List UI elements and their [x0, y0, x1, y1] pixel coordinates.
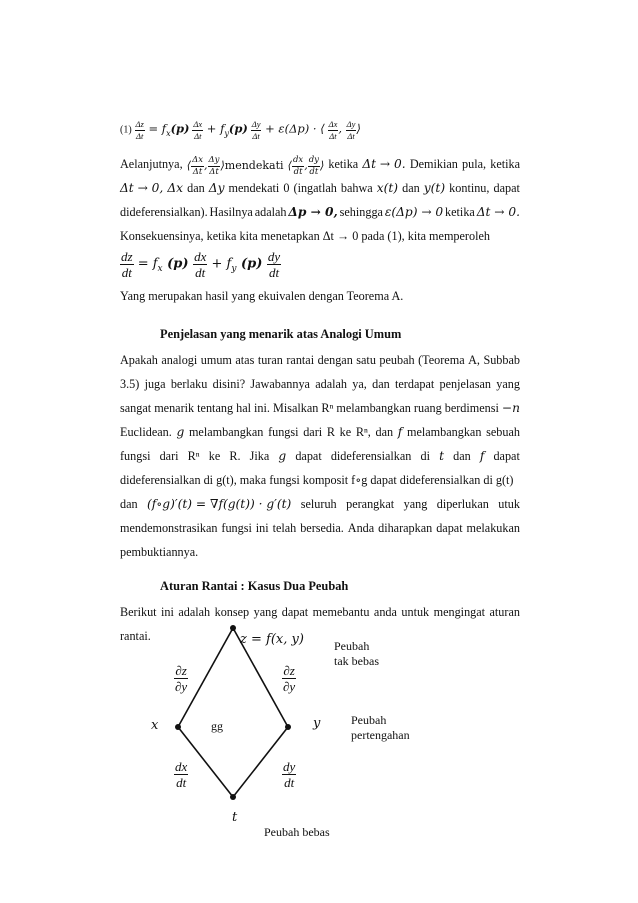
node-label-bottom: t	[232, 810, 238, 825]
word: hal	[236, 401, 251, 415]
word: Euclidean.	[120, 425, 172, 439]
word: ini	[161, 605, 174, 619]
node-label-top: z = f(x, y)	[240, 632, 304, 647]
fraction: $\frac{\Delta y}{\Delta t}$	[251, 119, 261, 141]
word: pembuktiannya.	[120, 545, 199, 559]
word: melambangkan	[336, 401, 411, 415]
word: sebuah	[486, 425, 520, 439]
word: Subbab	[483, 353, 520, 367]
word: dideferensialkan	[330, 449, 412, 463]
word: aturan	[489, 605, 520, 619]
word: g	[278, 449, 287, 463]
word: f	[479, 449, 485, 463]
text-line: Δt → 0, Δx dan Δy mendekati 0 (ingatlah bahwa x(t) dan y(t) kontinu, dapat	[120, 181, 520, 195]
word: t	[439, 449, 444, 463]
fraction: $\frac{\Delta x}{\Delta t}$	[193, 119, 203, 141]
word: yang	[496, 377, 520, 391]
word: 3.5)	[120, 377, 140, 391]
label-dependent-variable: Peubah tak bebas	[334, 639, 379, 668]
word: Jawabannya	[250, 377, 310, 391]
word: (Teorema	[418, 353, 465, 367]
word: anda	[373, 605, 397, 619]
word: yang	[253, 605, 278, 619]
edge-label-top-right: $\frac{\partial z}{\partial y}$	[283, 663, 296, 694]
fraction: $\frac{\Delta y}{\Delta t}$	[346, 119, 356, 141]
word: Jika	[249, 449, 270, 463]
edge-bottom-right	[233, 727, 288, 797]
word: adalah	[315, 377, 348, 391]
word: (f∘g)′(t) = ∇f(g(t)) · g′(t)	[147, 497, 292, 511]
word: menarik	[154, 401, 195, 415]
word: Misalkan	[273, 401, 319, 415]
word: rantai	[286, 353, 315, 367]
word: ya,	[352, 377, 367, 391]
word: memebantu	[312, 605, 370, 619]
text-line: Aelanjutnya, ⟨ $\frac{\Delta x}{\Delta t}$ , $\frac{\Delta y}{\Delta t}$ ⟩mendekati ⟨ $\frac{dx}{dt}$ , $\frac{dy}{dt}$ ⟩ ketika Δt → 0. Demikian pula, ketika	[120, 155, 520, 177]
word: Rⁿ	[187, 449, 200, 463]
word: juga	[144, 377, 166, 391]
word: bersedia.	[300, 521, 344, 535]
word: diharapkan	[378, 521, 433, 535]
word: perangkat	[346, 497, 395, 511]
word: dari	[159, 449, 179, 463]
word: ke	[339, 425, 352, 439]
equation-1: (1) $\frac{\Delta z}{\Delta t}$ = $f_x(p)$ $\frac{\Delta x}{\Delta t}$ + $f_y(p)$ $\frac{\Delta y}{\Delta t}$ + ε(Δp) · ⟨ $\frac{\Delta x}{\Delta t}$ , $\frac{\Delta y}{\Delta t}$ ⟩	[120, 119, 361, 141]
equation-2: $\frac{dz}{dt}$ = $f_x$ (p) $\frac{dx}{dt}$ + $f_y$ (p) $\frac{dy}{dt}$	[121, 249, 281, 280]
word: dan	[453, 449, 471, 463]
word: atas	[235, 353, 255, 367]
word: dapat	[295, 449, 322, 463]
word: penjelasan	[439, 377, 491, 391]
word: −n	[501, 401, 520, 415]
word: dapat	[436, 521, 463, 535]
word: utuk	[498, 497, 520, 511]
center-label: gg	[211, 719, 223, 733]
word: R	[326, 425, 335, 439]
node-left	[175, 724, 181, 730]
word: untuk	[401, 605, 430, 619]
word: dari	[303, 425, 323, 439]
word: rantai.	[120, 629, 151, 643]
text-line: Konsekuensinya, ketika kita menetapkan Δt → 0 pada (1), kita memperoleh	[120, 229, 490, 243]
word: yang	[403, 497, 428, 511]
word: umum	[200, 353, 232, 367]
word: peubah	[379, 353, 415, 367]
word: satu	[356, 353, 376, 367]
word: A,	[468, 353, 480, 367]
equation-label: (1)	[120, 124, 132, 136]
word: melambangkan	[406, 425, 482, 439]
word: terdapat	[395, 377, 435, 391]
node-top	[230, 625, 236, 631]
word: dapat	[493, 449, 520, 463]
word: ke	[208, 449, 221, 463]
word: seluruh	[300, 497, 337, 511]
node-bottom	[230, 794, 236, 800]
word: tentang	[197, 401, 234, 415]
label-intermediate-variable: Peubah pertengahan	[351, 713, 410, 742]
word: Anda	[347, 521, 375, 535]
word: turan	[257, 353, 283, 367]
word: ruang	[413, 401, 442, 415]
word: Rⁿ	[321, 401, 334, 415]
label-independent-variable: Peubah bebas	[264, 825, 330, 839]
node-label-left: x	[151, 718, 159, 733]
word: diperlukan	[436, 497, 489, 511]
word: melakukan	[466, 521, 520, 535]
word: berdimensi	[444, 401, 499, 415]
fraction: $\frac{\Delta x}{\Delta t}$	[328, 119, 338, 141]
word: Apakah	[120, 353, 158, 367]
word: analogi	[161, 353, 198, 367]
word: R.	[229, 449, 241, 463]
word: di	[420, 449, 430, 463]
word: ini	[255, 521, 269, 535]
text-line: Yang merupakan hasil yang ekuivalen dengan Teorema A.	[120, 289, 404, 303]
word: melambangkan	[188, 425, 264, 439]
word: telah	[272, 521, 297, 535]
word: adalah	[178, 605, 211, 619]
node-right	[285, 724, 291, 730]
word: dapat	[281, 605, 309, 619]
word: fungsi	[268, 425, 299, 439]
section-heading: Aturan Rantai : Kasus Dua Peubah	[160, 579, 349, 593]
word: mengingat	[433, 605, 486, 619]
word: dan	[375, 425, 394, 439]
word: Berikut	[120, 605, 157, 619]
word: berlaku	[170, 377, 208, 391]
word: dideferensialkan di g(t), maka fungsi komposit f∘g dapat dideferensialkan di g(t)	[120, 473, 514, 487]
node-label-right: y	[313, 716, 321, 731]
word: Rⁿ,	[355, 425, 371, 439]
section-heading: Penjelasan yang menarik atas Analogi Umum	[160, 327, 402, 341]
word: g	[176, 425, 185, 439]
word: sangat	[120, 401, 152, 415]
word: f	[397, 425, 403, 439]
word: mendemonstrasikan	[120, 521, 218, 535]
fraction: $\frac{\Delta z}{\Delta t}$	[135, 119, 144, 141]
word: dan	[372, 377, 390, 391]
word: konsep	[214, 605, 250, 619]
word: ini.	[254, 401, 270, 415]
word: disini?	[212, 377, 246, 391]
word: fungsi	[120, 449, 151, 463]
word: dengan	[317, 353, 353, 367]
edge-label-bottom-left: $\frac{dx}{dt}$	[175, 759, 188, 790]
edge-label-top-left: $\frac{\partial z}{\partial y}$	[175, 663, 188, 694]
word: dan	[120, 497, 138, 511]
text-line: dideferensialkan). Hasilnya adalah Δp → 0, sehingga ε(Δp) → 0 ketika Δt → 0.	[120, 205, 520, 219]
word: fungsi	[221, 521, 252, 535]
edge-label-bottom-right: $\frac{dy}{dt}$	[283, 759, 296, 790]
